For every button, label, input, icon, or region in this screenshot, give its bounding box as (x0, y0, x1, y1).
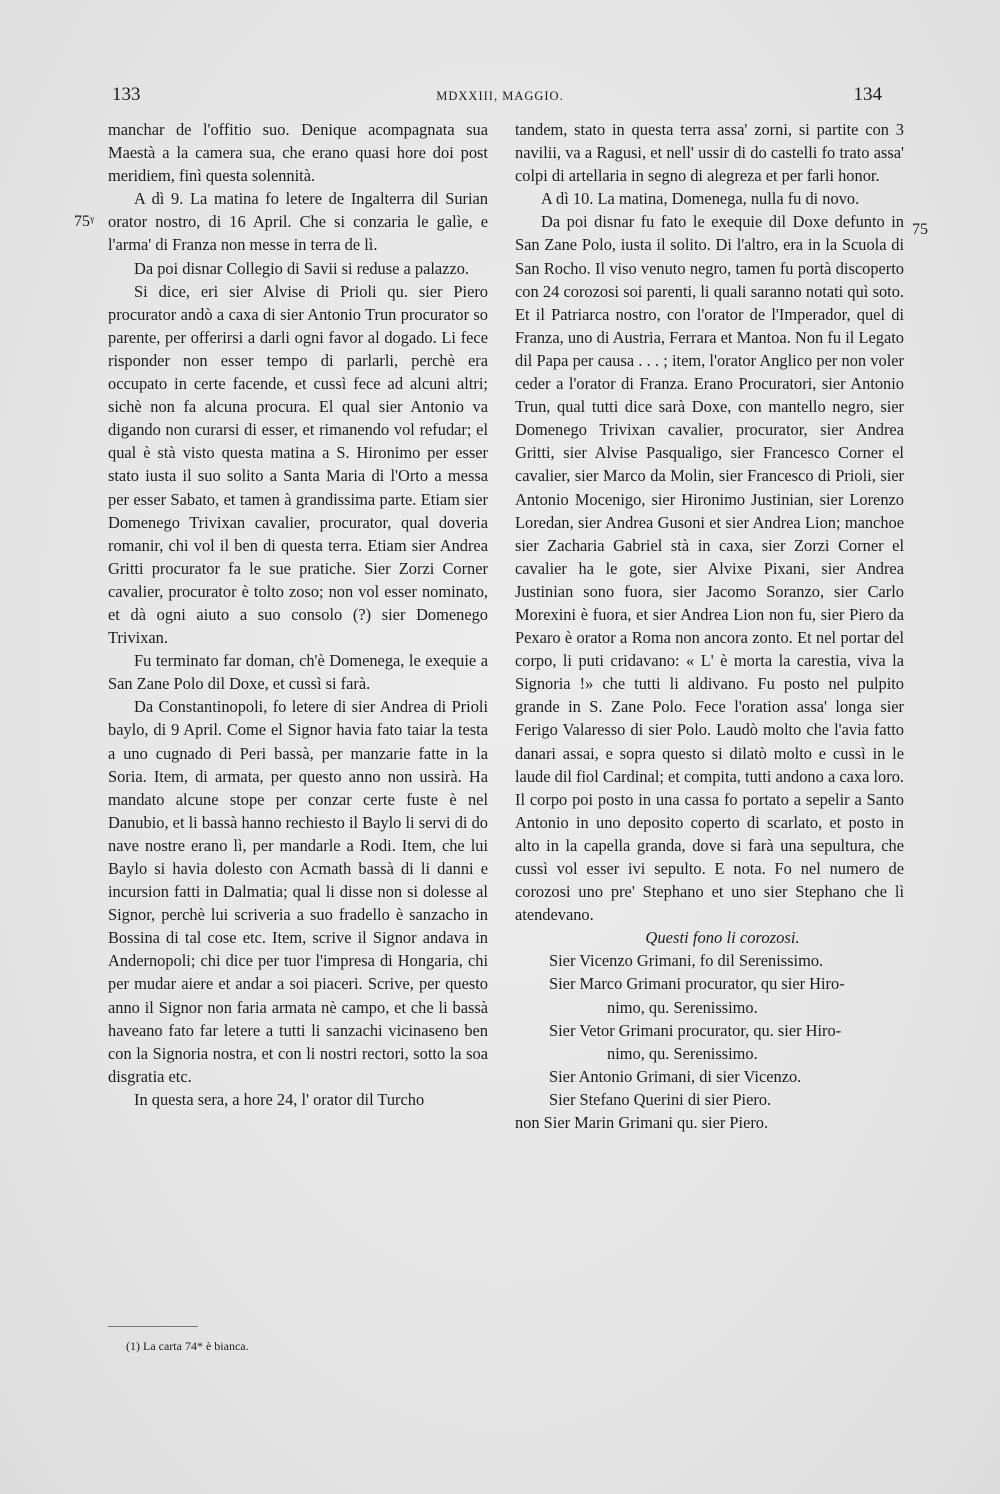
list-item: non Sier Marin Grimani qu. sier Piero. (515, 1113, 769, 1133)
running-title: MDXXIII, MAGGIO. (436, 89, 564, 103)
right-column (515, 118, 904, 1134)
list-item: Sier Marco Grimani procurator, qu sier Hiro- nimo, qu. Serenissimo. (549, 974, 845, 1017)
paragraph: Da Constantinopoli, fo letere di sier Andrea di Prioli baylo, di 9 April. Come el Signor havia fato taiar la testa a uno cugnado di Peri bassà, per manzarie fatte in la Soria. Item, di armata, per questo anno non ussirà. Ha mandato alcune stope per conzar certe fuste è nel Danubio, et li bassà hanno rechiesto il Baylo li servi di do nave nostre erano lì, per mandarle a Rodi. Item, che lui Baylo si havia dolesto con Acmath bassà di li danni e incursion fatti in Dalmatia; qual li disse non si dolesse al Signor, perchè lui scriveria a suo fradello è sanzacho in Bossina di tal cose etc. Item, scrive il Signor andava in Andernopoli; chi dice per tuor l'impresa di Hongaria, chi per mudar aiere et andar a soi piaceri. Scrive, per questo anno il Signor non faria armata nè campo, et che li bassà haveano fato far letere a tutti li sanzachi vicinaseno ben con la Signoria nostra, et con li nostri rectori, sotto la soa disgratia etc. (108, 697, 488, 1086)
paragraph: Si dice, eri sier Alvise di Prioli qu. sier Piero procurator andò a caxa di sier Antonio Trun procurator so parente, per offerirsi a darli ogni favor al dogado. Li fece risponder non esser tempo di parlarli, perchè era occupato in certe facende, et cussì fece ad alcuni altri; sichè non fa alcuna procura. El qual sier Antonio va digando non curarsi di esser, et rimanendo vol refudar; el qual è stà visto questa matina a S. Hironimo per esser stato iusta il suo solito a Santa Maria di l'Orto a messa per esser Sabato, et tamen à grandissima parte. Etiam sier Domenego Trivixan cavalier, procurator, qual doveria romanir, chi vol il ben di questa terra. Etiam sier Andrea Gritti procurator fa le sue pratiche. Sier Zorzi Corner cavalier, procurator è tolto zoso; non vol esser nominato, et dà ogni aiuto a suo consolo (?) sier Domenego Trivixan. (108, 281, 488, 648)
left-column (108, 118, 488, 1111)
margin-folio-left: 75ᵞ (74, 213, 95, 230)
list-item: Sier Stefano Querini di sier Piero. (549, 1089, 772, 1109)
paragraph: tandem, stato in questa terra assa' zorni, si partite con 3 navilii, va a Ragusi, et nell' ussir di do castelli fo trato assa' colpi di artellaria in segno di alegreza et per farli honor. (515, 120, 904, 186)
footnote-rule (108, 1326, 198, 1327)
paragraph: In questa sera, a hore 24, l' orator dil Turcho (134, 1089, 425, 1109)
paragraph: Da poi disnar fu fato le exequie dil Doxe defunto in San Zane Polo, iusta il solito. Di l'altro, era in la Scuola di San Rocho. Il viso venuto negro, tamen fu portà discoperto con 24 corozosi soi parenti, li quali saranno notati quì soto. Et il Patriarca nostro, con l'orator de l'Imperador, quel di Franza, uno di Austria, Ferrara et Mantoa. Non fu il Legato dil Papa per causa . . . ; item, l'orator Anglico per non voler ceder a l'orator di Franza. Erano Procuratori, sier Antonio Trun, qual tutti dice sarà Doxe, con mantello negro, sier Domenego Trivixan cavalier, procurator, sier Andrea Gritti, sier Alvise Pasqualigo, sier Francesco Corner el cavalier, sier Marco da Molin, sier Francesco di Prioli, sier Antonio Mocenigo, sier Hironimo Justinian, sier Lorenzo Loredan, sier Andrea Gusoni et sier Andrea Lion; manchoe sier Zacharia Gabriel stà in caxa, sier Zorzi Corner el cavalier ha le gote, sier Alvixe Pixani, sier Andrea Justinian sono fuora, sier Jacomo Soranzo, sier Carlo Morexini è fuora, et sier Andrea Lion non fu, sier Piero da Pexaro è orator a Roma non ancora zonto. Et nel portar del corpo, li puti cridavano: « L' è morta la carestia, viva la Signoria !» che tutti li aldivano. Fu posto nel pulpito grande in S. Zane Polo. Fece l'oration assa' longa sier Ferigo Valaresso di sier Polo. Laudò molto che l'avia fatto danari assai, e sopra questo si dilatò molto e cussì in le laude dil fiol Cardinal; et compita, tutti andono a caxa loro. Il corpo poi posto in una cassa fo portato a sepelir a Santo Antonio in uno deposito coperto di scarlato, et posto in alto in la capella granda, dove si farà una sepultura, che cussì vol esser ivi sepulto. E nota. Fo nel numero de corozosi uno pre' Stephano et uno sier Stephano che lì atendevano. (515, 212, 904, 925)
list-item: Sier Vetor Grimani procurator, qu. sier Hiro- nimo, qu. Serenissimo. (549, 1020, 842, 1063)
page-number-left: 133 (112, 84, 141, 105)
paragraph: A dì 10. La matina, Domenega, nulla fu di novo. (541, 189, 860, 209)
list-item: Sier Antonio Grimani, di sier Vicenzo. (549, 1066, 802, 1086)
margin-folio-right: 75 (912, 221, 928, 238)
paragraph: manchar de l'offitio suo. Denique acompagnata sua Maestà a la camera sua, che erano quasi hore doi post meridiem, finì questa solennità. (108, 120, 488, 186)
paragraph: A dì 9. La matina fo letere de Ingalterra dil Surian orator nostro, di 16 April. Che si conzaria le galìe, e l'arma' di Franza non messe in terra de lì. (108, 189, 488, 255)
page-header (0, 84, 1000, 110)
paragraph: Da poi disnar Collegio di Savii si reduse a palazzo. (134, 258, 470, 278)
list-heading: Questi fono li corozosi. (645, 928, 800, 948)
footnote: (1) La carta 74* è bianca. (126, 1339, 249, 1353)
mourners-list (515, 949, 904, 1134)
paragraph: Fu terminato far doman, ch'è Domenega, le exequie a San Zane Polo dil Doxe, et cussì si farà. (108, 651, 488, 694)
page-number-right: 134 (853, 84, 882, 105)
list-item: Sier Vicenzo Grimani, fo dil Serenissimo. (549, 951, 824, 971)
